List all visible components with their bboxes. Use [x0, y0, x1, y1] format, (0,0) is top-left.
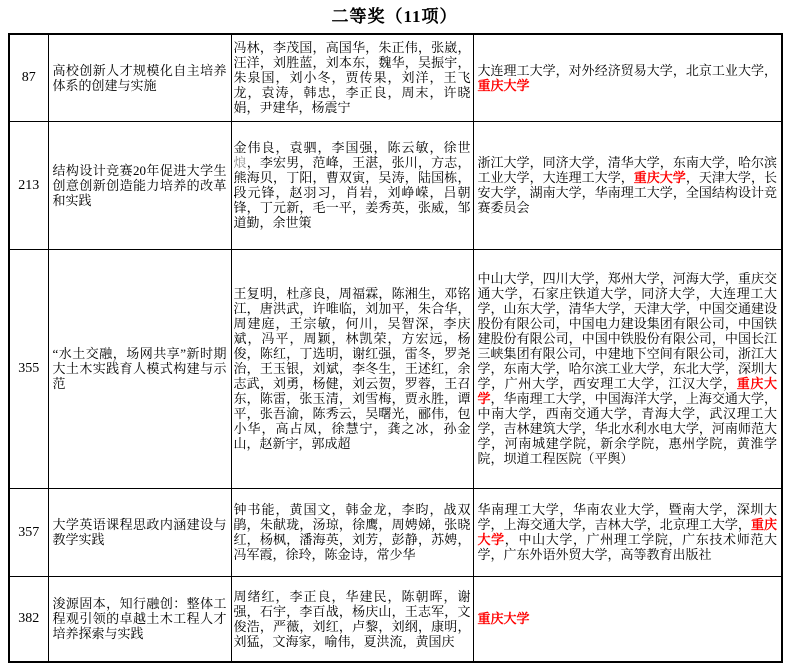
award-title-cell: [48, 488, 231, 576]
award-organizations: [478, 155, 778, 215]
award-title-cell: [48, 34, 231, 121]
text-segment: ，天津大学，长安大学，湖南大学，华南理工大学，全国结构设计竞赛委员会: [477, 170, 777, 215]
award-authors-cell: [231, 249, 473, 488]
award-title-cell: [48, 121, 231, 249]
page-title: 二等奖（11项）: [331, 7, 458, 26]
award-number-cell: [9, 121, 48, 249]
award-title: “水土交融，场网共享”新时期大土木实践育人模式构建与示范: [52, 346, 227, 391]
text-segment: ，华南理工大学，中国海洋大学，上海交通大学，中南大学，西南交通大学，青海大学，武汉理工大学，吉林建筑大学，华北水利水电大学，河南师范大学，河南城建学院，新余学院，惠州学院，黄淮学院，坝道工程医院（平舆）: [477, 391, 777, 466]
text-segment: 冯林，李茂国，高国华，朱正伟，张崴，汪洋，刘胜蓝，刘本东，魏华，吴振宇，朱泉国，刘小冬，贾传果，刘洋，王飞龙，袁涛，韩忠，李正良，周末，许晓娟，尹建华，杨震宁: [233, 40, 471, 116]
text-segment: ，中山大学，广州理工学院，广东技术师范大学，广东外语外贸大学，高等教育出版社: [477, 532, 777, 562]
award-number: 382: [18, 611, 40, 627]
award-authors: [234, 286, 471, 451]
award-number-cell: [9, 249, 48, 488]
award-organizations: [478, 502, 778, 562]
table-row: [9, 488, 782, 576]
award-title: 浚源固本，知行融创：整体工程观引领的卓越土木工程人才培养探索与实践: [52, 596, 227, 642]
highlighted-org: 重庆大学: [477, 376, 777, 406]
award-authors: [234, 589, 471, 649]
award-number: 87: [21, 70, 36, 86]
award-number: 213: [18, 177, 40, 193]
table-row: [9, 249, 782, 488]
award-title-cell: [48, 576, 231, 662]
award-title: 高校创新人才规模化自主培养体系的创建与实施: [52, 62, 227, 93]
text-segment: 金伟良，袁驷，李国强，陈云敏，徐世: [233, 140, 471, 155]
text-segment: 浙江大学，同济大学，清华大学，东南大学，哈尔滨工业大学，大连理工大学，: [477, 155, 777, 185]
award-authors: [234, 140, 471, 230]
text-segment: 王复明，杜彦良，周福霖，陈湘生，邓铭江，唐洪武，许唯临，刘加平，朱合华，周建庭，王宗敏，何川，吴智深，李庆斌，冯平，周颖，林凯荣，方宏远，杨俊，陈红，丁选明，谢红强，雷冬，罗尧治，王玉银，刘斌，李冬生，王述红，余志武，刘勇，杨健，刘云贺，罗蓉，王召东，陈雷，张玉清，刘雪梅，贾永胜，谭平，张吾渝，陈秀云，吴曙光，郦伟，包小华，高占凤，徐慧宁，龚之冰，孙金山，赵新宇，郭成超: [233, 286, 471, 451]
award-number-cell: [9, 576, 48, 662]
text-segment: 烺: [233, 155, 247, 170]
award-authors: [234, 40, 471, 115]
award-authors-cell: [231, 488, 473, 576]
award-title: 大学英语课程思政内涵建设与教学实践: [52, 517, 227, 547]
text-segment: 钟书能，黄国文，韩金龙，李昀，战双鹃，朱献珑，汤琼，徐鹰，周娉娣，张晓红，杨枫，潘海英，刘芳，彭静，苏娉，冯军霞，徐玲，陈金诗，常少华: [233, 502, 471, 562]
award-organizations: [478, 63, 778, 93]
award-authors-cell: [231, 121, 473, 249]
award-number: 357: [18, 524, 40, 540]
award-organizations: [478, 271, 778, 466]
table-row: [9, 576, 782, 662]
award-title: 结构设计竞赛20年促进大学生创意创新创造能力培养的改革和实践: [52, 162, 227, 208]
award-organizations-cell: [473, 121, 782, 249]
award-authors-cell: [231, 34, 473, 121]
text-segment: ，李宏男，范峰，王湛，张川，方志，熊海贝，丁阳，曹双寅，吴涛，陆国栋，段元锋，赵羽习，肖岩，刘峥嵘，吕朝锋，丁元新，毛一平，姜秀英，张威，邹道勤，余世策: [233, 155, 471, 230]
highlighted-org: 重庆大学: [477, 611, 530, 627]
award-authors-cell: [231, 576, 473, 662]
award-organizations-cell: [473, 249, 782, 488]
award-organizations-cell: [473, 34, 782, 121]
award-organizations: [478, 611, 530, 626]
highlighted-org: 重庆大学: [633, 170, 686, 185]
award-organizations-cell: [473, 488, 782, 576]
highlighted-org: 重庆大学: [477, 77, 530, 93]
awards-table: [8, 33, 783, 663]
award-number-cell: [9, 34, 48, 121]
text-segment: 华南理工大学，华南农业大学，暨南大学，深圳大学，上海交通大学，吉林大学，北京理工大学，: [477, 502, 777, 532]
award-number-cell: [9, 488, 48, 576]
award-title-cell: [48, 249, 231, 488]
table-row: [9, 121, 782, 249]
text-segment: 中山大学，四川大学，郑州大学，河海大学，重庆交通大学，石家庄铁道大学，同济大学，大连理工大学，山东大学，清华大学，天津大学，中国交通建设股份有限公司，中国电力建设集团有限公司，中国铁建股份有限公司，中国中铁股份有限公司，中国长江三峡集团有限公司，中建地下空间有限公司，浙江大学，东南大学，哈尔滨工业大学，东北大学，深圳大学，广州大学，西安理工大学，江汉大学，: [477, 271, 777, 391]
award-number: 355: [18, 361, 40, 376]
table-row: [9, 34, 782, 121]
text-segment: 周绪红，李正良，华建民，陈朝晖，谢强，石宇，李百战，杨庆山，王志军，文俊浩，严薇，刘红，卢黎，刘纲，康明，刘猛，文海家，喻伟，夏洪流，黄国庆: [233, 588, 471, 649]
award-organizations-cell: [473, 576, 782, 662]
highlighted-org: 重庆大学: [477, 517, 777, 547]
text-segment: 大连理工大学，对外经济贸易大学，北京工业大学，: [477, 62, 777, 78]
awards-table-body: [9, 34, 782, 662]
award-authors: [234, 502, 471, 562]
